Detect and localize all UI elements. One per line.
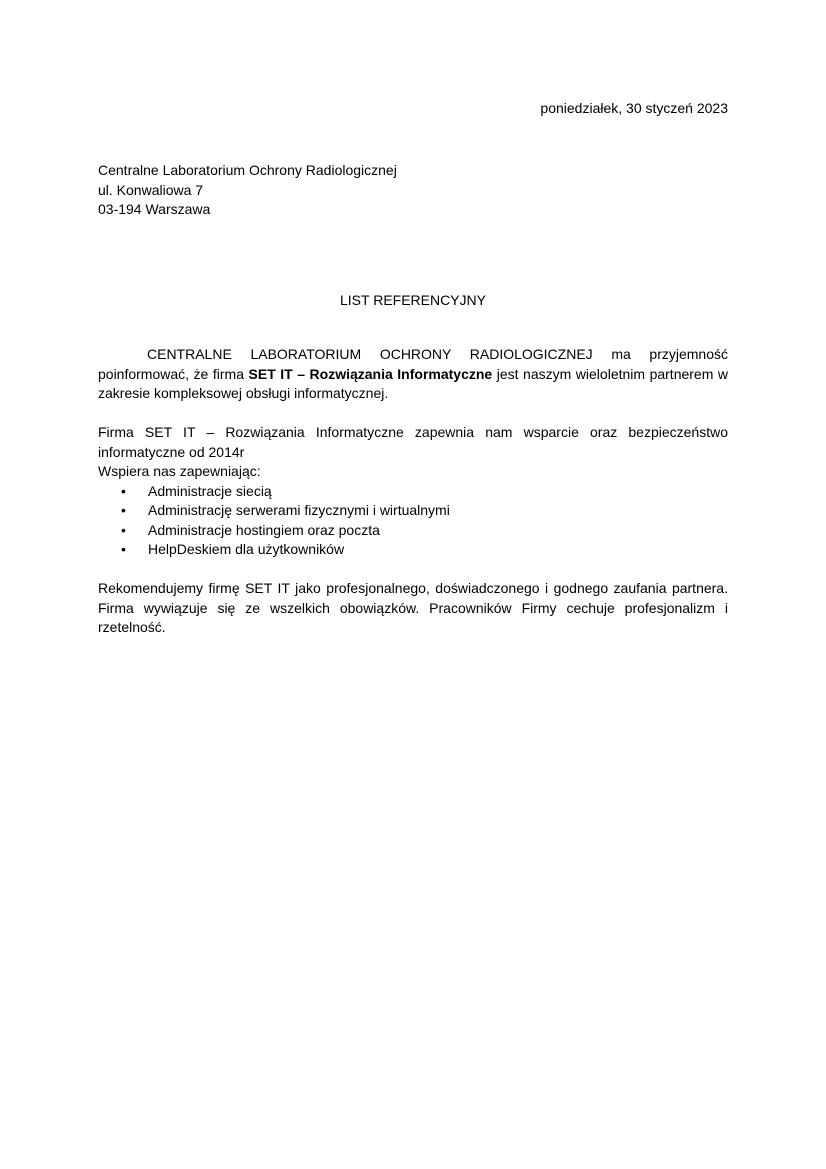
- intro-text-start: CENTRALNE LABORATORIUM OCHRONY RADIOLOGICZNEJ ma przyjemność poinformować, że firma: [98, 346, 728, 382]
- list-item: [98, 482, 728, 502]
- support-intro: Wspiera nas zapewniając:: [98, 463, 261, 479]
- bullet-icon: •: [121, 541, 126, 557]
- service-label: HelpDeskiem dla użytkowników: [148, 541, 345, 557]
- bullet-icon: •: [121, 521, 126, 538]
- list-item: [98, 501, 728, 521]
- recipient-address: [98, 161, 397, 220]
- recipient-city: 03-194 Warszawa: [98, 201, 211, 217]
- list-item: [98, 540, 728, 560]
- intro-paragraph: [98, 345, 728, 404]
- intro-text-end: jest naszym wieloletnim partnerem w zakresie kompleksowej obsługi informatycznej.: [98, 365, 729, 401]
- letter-body: [98, 345, 728, 638]
- services-list: [98, 482, 728, 560]
- service-label: Administracje siecią: [148, 482, 272, 499]
- service-label: Administrację serwerami fizycznymi i wirtualnymi: [148, 502, 450, 518]
- bullet-icon: •: [121, 482, 126, 499]
- bullet-icon: •: [121, 502, 126, 518]
- list-item: [98, 521, 728, 541]
- service-label: Administracje hostingiem oraz poczta: [148, 521, 380, 538]
- company-name: SET IT – Rozwiązania Informatyczne: [248, 365, 493, 382]
- recipient-street: ul. Konwaliowa 7: [98, 181, 204, 198]
- letter-date: poniedziałek, 30 styczeń 2023: [540, 100, 728, 116]
- paragraph-spacer: [98, 560, 728, 580]
- recommendation-paragraph: Rekomendujemy firmę SET IT jako profesjonalnego, doświadczonego i godnego zaufania partnera. Firma wywiązuje się ze wszelkich obowiązków. Pracowników Firmy cechuje profesjonalizm i rzetelność.: [98, 580, 728, 635]
- recipient-name: Centralne Laboratorium Ochrony Radiologicznej: [98, 162, 397, 178]
- paragraph-spacer: [98, 404, 728, 424]
- letter-title: LIST REFERENCYJNY: [340, 292, 486, 308]
- support-since-paragraph: Firma SET IT – Rozwiązania Informatyczne zapewnia nam wsparcie oraz bezpieczeństwo informatyczne od 2014r: [98, 424, 728, 460]
